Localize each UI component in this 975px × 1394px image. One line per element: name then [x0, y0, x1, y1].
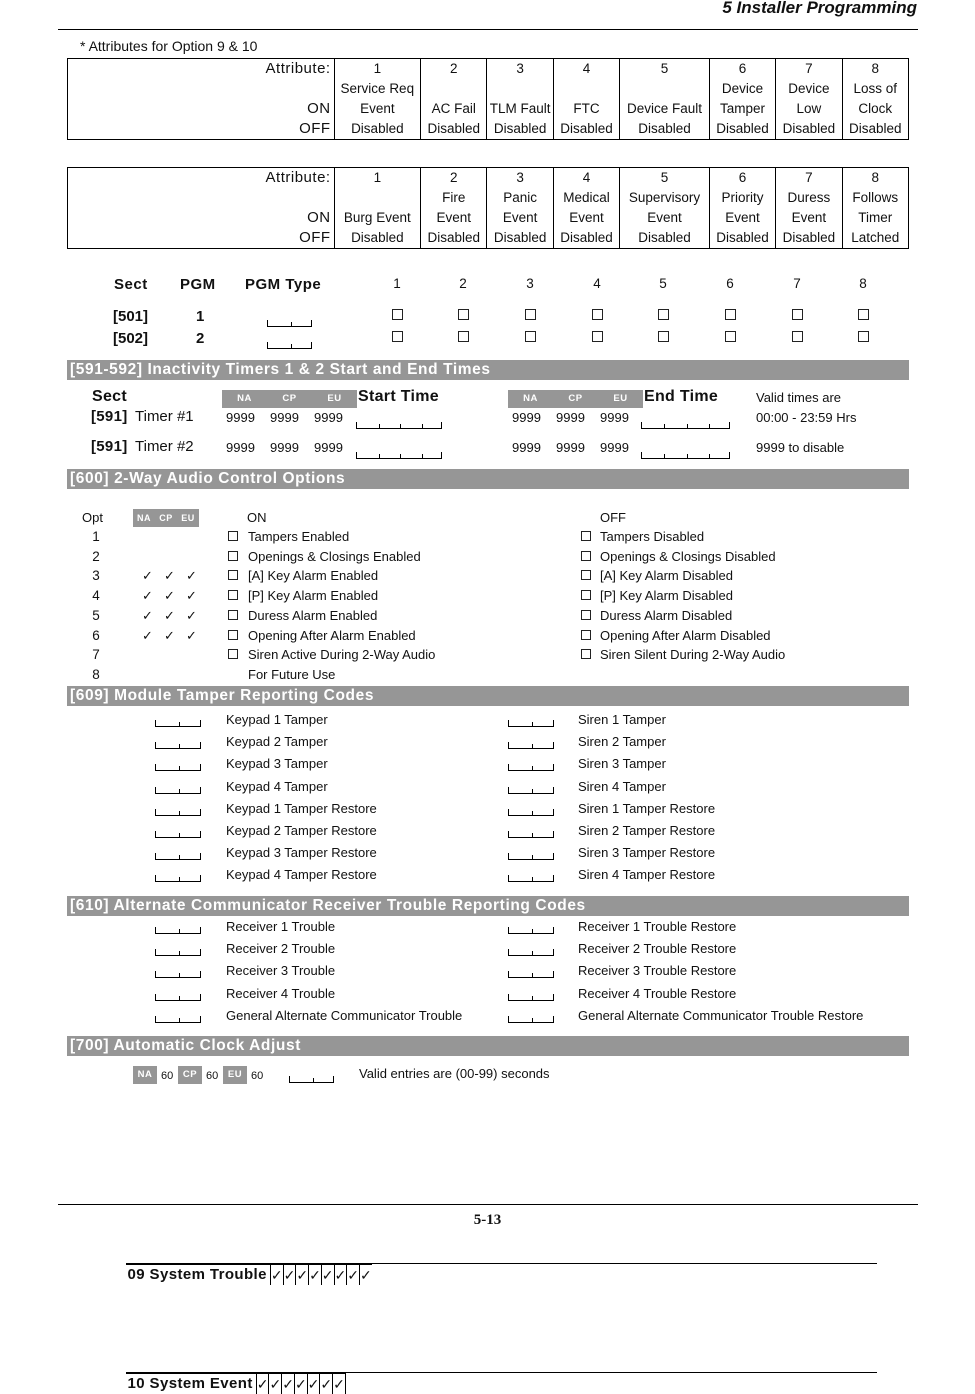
off-label: Openings & Closings Disabled	[600, 548, 776, 564]
on-label: Opening After Alarm Enabled	[248, 627, 416, 643]
code-slot[interactable]	[155, 831, 201, 838]
default-check: ✓	[186, 588, 197, 604]
default-check: ✓	[269, 1373, 282, 1394]
off-checkbox[interactable]	[581, 649, 591, 659]
default-check: ✓	[309, 1264, 322, 1285]
clock-default: 60	[206, 1070, 219, 1082]
row-label: Attribute:	[265, 60, 331, 77]
default-check: ✓	[186, 568, 197, 584]
default-check: ✓	[334, 1264, 347, 1285]
code-slot[interactable]	[508, 853, 554, 860]
pgm-attr-number: 5	[659, 276, 667, 291]
end-default: 9999	[512, 410, 541, 425]
code-slot[interactable]	[155, 720, 201, 727]
on-checkbox[interactable]	[228, 531, 238, 541]
code-slot[interactable]	[508, 809, 554, 816]
row-label: OFF	[299, 120, 331, 137]
pgm-attribute-checkbox[interactable]	[592, 331, 603, 342]
code-label: Siren 4 Tamper	[578, 778, 666, 794]
default-check	[345, 1373, 346, 1394]
section-bar-audio: [600] 2-Way Audio Control Options	[67, 469, 909, 489]
attribute-cell: Event	[709, 208, 775, 228]
timer-note: 9999 to disable	[756, 440, 845, 455]
attribute-cell: 8	[842, 59, 908, 80]
opt-header: Opt	[82, 510, 103, 525]
row-label	[68, 188, 335, 208]
code-label: Keypad 1 Tamper	[226, 712, 328, 727]
attribute-cell: 1	[334, 59, 421, 80]
attribute-cell: Event	[776, 208, 842, 228]
on-checkbox[interactable]	[228, 551, 238, 561]
off-label: [A] Key Alarm Disabled	[600, 568, 733, 584]
attribute-cell: Event	[620, 208, 710, 228]
attribute-cell: 2	[421, 168, 487, 189]
attribute-cell: Low	[776, 99, 842, 119]
attribute-cell: Latched	[842, 228, 908, 248]
off-label: Tampers Disabled	[600, 529, 705, 544]
on-label: For Future Use	[248, 666, 336, 682]
start-region-tag: CP	[267, 390, 312, 408]
start-default: 9999	[226, 440, 255, 455]
code-slot[interactable]	[155, 875, 201, 882]
valid-times-label: Valid times are	[756, 390, 842, 405]
attribute-cell: Event	[553, 208, 619, 228]
section-bar-receiver: [610] Alternate Communicator Receiver Trouble Reporting Codes	[67, 896, 909, 916]
default-check: ✓	[142, 607, 153, 623]
attribute-cell: Disabled	[776, 119, 842, 139]
end-time-slot[interactable]	[641, 452, 730, 459]
attribute-cell: FTC	[553, 99, 619, 119]
end-default: 9999	[512, 440, 541, 455]
code-label: Receiver 1 Trouble Restore	[578, 919, 737, 934]
code-label: Receiver 4 Trouble	[226, 985, 336, 1001]
attribute-cell: 5	[620, 168, 710, 189]
end-time-header: End Time	[644, 388, 719, 405]
page-number: 5-13	[473, 1212, 502, 1228]
attribute-cell: 4	[553, 168, 619, 189]
attribute-cell: Panic	[487, 188, 553, 208]
timer-section: [591]	[91, 408, 128, 425]
default-check: ✓	[296, 1264, 309, 1285]
end-default: 9999	[556, 410, 585, 425]
default-check: ✓	[164, 607, 175, 623]
code-slot[interactable]	[508, 927, 554, 934]
code-slot[interactable]	[155, 742, 201, 749]
attribute-cell: Service Req	[334, 79, 421, 99]
default-check: ✓	[283, 1264, 296, 1285]
code-label: Keypad 3 Tamper	[226, 756, 328, 772]
default-check: ✓	[321, 1264, 334, 1285]
attribute-cell: Disabled	[842, 119, 908, 139]
pgm-sect-header: Sect	[114, 276, 148, 293]
pgm-attribute-checkbox[interactable]	[858, 331, 869, 342]
code-slot[interactable]	[508, 787, 554, 794]
code-slot[interactable]	[155, 764, 201, 771]
start-default: 9999	[226, 410, 255, 425]
option-number: 7	[92, 647, 100, 663]
code-slot[interactable]	[508, 994, 554, 1001]
attribute-cell: 7	[776, 168, 842, 189]
pgm-attribute-checkbox[interactable]	[792, 309, 803, 320]
attribute-cell: Event	[421, 208, 487, 228]
section-label: 09 System Trouble	[126, 1264, 271, 1285]
start-time-slot[interactable]	[356, 422, 442, 429]
clock-region-tag: NA	[133, 1066, 157, 1084]
attribute-cell: Disabled	[620, 228, 710, 248]
attributes-note: * Attributes for Option 9 & 10	[80, 38, 258, 54]
attribute-cell: Tamper	[709, 99, 775, 119]
pgm-section-label: [501]	[113, 308, 149, 325]
on-checkbox[interactable]	[228, 610, 238, 620]
default-check: ✓	[347, 1264, 360, 1285]
end-region-tag: CP	[553, 390, 598, 408]
code-label: Siren 2 Tamper	[578, 734, 666, 750]
attribute-cell: Disabled	[421, 119, 487, 139]
code-label: Receiver 1 Trouble	[226, 919, 336, 934]
audio-region-tag: CP	[155, 509, 177, 527]
default-check: ✓	[270, 1264, 283, 1285]
end-region-tag: NA	[508, 390, 553, 408]
attribute-cell	[553, 79, 619, 99]
default-check: ✓	[142, 568, 153, 584]
on-header: ON	[247, 510, 267, 525]
code-slot[interactable]	[508, 949, 554, 956]
clock-default: 60	[251, 1070, 264, 1082]
code-label: Keypad 1 Tamper Restore	[226, 800, 377, 816]
attribute-cell: Follows	[842, 188, 908, 208]
code-label: Receiver 4 Trouble Restore	[578, 985, 737, 1001]
row-label: ON	[307, 100, 331, 117]
off-label: Duress Alarm Disabled	[600, 607, 733, 623]
off-label: Siren Silent During 2-Way Audio	[600, 647, 786, 663]
pgm-attribute-checkbox[interactable]	[658, 309, 669, 320]
section-bar-inactivity: [591-592] Inactivity Timers 1 & 2 Start and End Times	[67, 360, 909, 380]
on-checkbox[interactable]	[228, 570, 238, 580]
default-check: ✓	[294, 1373, 307, 1394]
code-label: Keypad 2 Tamper	[226, 734, 328, 750]
default-check: ✓	[360, 1264, 372, 1285]
pgm-attribute-checkbox[interactable]	[458, 331, 469, 342]
row-label: OFF	[299, 229, 331, 246]
clock-region-tag: CP	[178, 1066, 202, 1084]
default-check: ✓	[164, 588, 175, 604]
attribute-cell: Disabled	[334, 119, 421, 139]
attribute-cell: 5	[620, 59, 710, 80]
attribute-cell: Disabled	[553, 119, 619, 139]
on-checkbox[interactable]	[228, 649, 238, 659]
clock-default: 60	[161, 1070, 174, 1082]
section-label: 10 System Event	[126, 1373, 257, 1394]
attribute-cell: Timer	[842, 208, 908, 228]
code-label: General Alternate Communicator Trouble Restore	[578, 1007, 864, 1023]
chapter-title: 5 Installer Programming	[722, 0, 917, 17]
attribute-cell: 4	[553, 59, 619, 80]
row-label: Attribute:	[265, 169, 331, 186]
code-label: General Alternate Communicator Trouble	[226, 1007, 463, 1023]
attribute-cell: Disabled	[421, 228, 487, 248]
code-slot[interactable]	[508, 1016, 554, 1023]
on-checkbox[interactable]	[228, 590, 238, 600]
pgm-attr-number: 2	[459, 276, 467, 291]
default-check: ✓	[320, 1373, 333, 1394]
clock-adjust-slot[interactable]	[289, 1076, 334, 1083]
start-region-tag: NA	[222, 390, 267, 408]
attribute-cell: 3	[487, 59, 553, 80]
code-label: Siren 3 Tamper Restore	[578, 845, 716, 861]
attribute-cell: Disabled	[487, 228, 553, 248]
pgm-attr-number: 4	[593, 276, 601, 291]
code-label: Keypad 2 Tamper Restore	[226, 823, 377, 838]
default-check: ✓	[307, 1373, 320, 1394]
pgm-attribute-checkbox[interactable]	[725, 309, 736, 320]
attribute-cell: Disabled	[620, 119, 710, 139]
pgm-type-slot[interactable]	[267, 320, 312, 327]
code-slot[interactable]	[155, 853, 201, 860]
pgm-attribute-checkbox[interactable]	[658, 331, 669, 342]
on-checkbox[interactable]	[228, 630, 238, 640]
attribute-cell	[487, 79, 553, 99]
pgm-attribute-checkbox[interactable]	[392, 331, 403, 342]
start-default: 9999	[270, 440, 299, 455]
code-label: Receiver 3 Trouble	[226, 963, 336, 979]
pgm-number: 2	[196, 330, 205, 347]
attribute-cell: AC Fail	[421, 99, 487, 119]
clock-region-tag: EU	[223, 1066, 247, 1084]
pgm-attribute-checkbox[interactable]	[592, 309, 603, 320]
attribute-cell: 2	[421, 59, 487, 80]
attribute-cell: Priority	[709, 188, 775, 208]
row-label: ON	[307, 209, 331, 226]
off-checkbox[interactable]	[581, 570, 591, 580]
end-default: 9999	[600, 410, 629, 425]
pgm-attribute-checkbox[interactable]	[458, 309, 469, 320]
off-checkbox[interactable]	[581, 551, 591, 561]
attribute-cell: 6	[709, 59, 775, 80]
option-number: 4	[92, 588, 100, 604]
attribute-cell: Disabled	[334, 228, 421, 248]
inactivity-sect-header: Sect	[92, 388, 127, 405]
off-checkbox[interactable]	[581, 590, 591, 600]
section-bar-tamper: [609] Module Tamper Reporting Codes	[67, 686, 909, 706]
code-slot[interactable]	[155, 994, 201, 1001]
attribute-cell: Disabled	[487, 119, 553, 139]
code-label: Receiver 2 Trouble	[226, 941, 336, 957]
pgm-attribute-checkbox[interactable]	[792, 331, 803, 342]
pgm-number: 1	[196, 308, 205, 325]
option-number: 2	[92, 548, 100, 564]
start-default: 9999	[314, 410, 343, 425]
code-label: Receiver 3 Trouble Restore	[578, 963, 737, 979]
option-number: 1	[92, 529, 100, 544]
attribute-cell: Disabled	[709, 119, 775, 139]
on-label: Tampers Enabled	[248, 529, 350, 544]
option-number: 3	[92, 568, 100, 584]
pgm-attr-number: 1	[393, 276, 401, 291]
attribute-cell	[620, 79, 710, 99]
end-default: 9999	[556, 440, 585, 455]
header-rule	[58, 29, 918, 30]
start-region-tag: EU	[312, 390, 357, 408]
default-check: ✓	[282, 1373, 295, 1394]
default-check: ✓	[164, 627, 175, 643]
off-header: OFF	[600, 510, 626, 525]
attribute-cell: Disabled	[553, 228, 619, 248]
on-label: [P] Key Alarm Enabled	[248, 588, 379, 604]
timer-name: Timer #1	[135, 408, 194, 425]
default-check: ✓	[164, 568, 175, 584]
code-slot[interactable]	[155, 787, 201, 794]
end-time-slot[interactable]	[641, 422, 730, 429]
code-slot[interactable]	[155, 927, 201, 934]
code-slot[interactable]	[508, 764, 554, 771]
pgm-section-label: [502]	[113, 330, 149, 347]
timer-section: [591]	[91, 438, 128, 455]
on-label: [A] Key Alarm Enabled	[248, 568, 379, 584]
default-check: ✓	[142, 588, 153, 604]
pgm-header: PGM	[180, 276, 216, 293]
attribute-cell: 8	[842, 168, 908, 189]
attribute-cell: Medical	[553, 188, 619, 208]
code-slot[interactable]	[508, 742, 554, 749]
audio-region-tag: EU	[177, 509, 199, 527]
pgm-type-header: PGM Type	[245, 276, 322, 293]
attribute-cell: Device	[709, 79, 775, 99]
start-default: 9999	[314, 440, 343, 455]
audio-region-tag: NA	[133, 509, 155, 527]
option-number: 8	[92, 666, 100, 682]
attribute-cell: Supervisory	[620, 188, 710, 208]
pgm-attribute-checkbox[interactable]	[525, 331, 536, 342]
attribute-cell: TLM Fault	[487, 99, 553, 119]
valid-entries-label: Valid entries are (00-99) seconds	[359, 1066, 550, 1081]
pgm-attr-number: 8	[859, 276, 867, 291]
pgm-attr-number: 3	[526, 276, 534, 291]
attribute-cell: Burg Event	[334, 208, 421, 228]
timer-name: Timer #2	[135, 438, 194, 455]
off-checkbox[interactable]	[581, 630, 591, 640]
pgm-attribute-checkbox[interactable]	[392, 309, 403, 320]
attribute-cell: 7	[776, 59, 842, 80]
code-label: Keypad 3 Tamper Restore	[226, 845, 377, 861]
code-slot[interactable]	[508, 875, 554, 882]
code-slot[interactable]	[155, 971, 201, 978]
attribute-cell: Loss of	[842, 79, 908, 99]
pgm-attr-number: 7	[793, 276, 801, 291]
code-label: Siren 3 Tamper	[578, 756, 666, 772]
pgm-attribute-checkbox[interactable]	[725, 331, 736, 342]
code-label: Receiver 2 Trouble Restore	[578, 941, 737, 957]
attribute-cell: Event	[334, 99, 421, 119]
section-bar-clock: [700] Automatic Clock Adjust	[67, 1036, 909, 1056]
code-slot[interactable]	[155, 1016, 201, 1023]
row-label	[68, 79, 335, 99]
attribute-cell	[334, 188, 421, 208]
default-check: ✓	[142, 627, 153, 643]
option-number: 5	[92, 607, 100, 623]
attribute-cell: Clock	[842, 99, 908, 119]
end-region-tag: EU	[598, 390, 643, 408]
default-check: ✓	[333, 1373, 346, 1394]
attribute-cell: Duress	[776, 188, 842, 208]
default-check: ✓	[186, 607, 197, 623]
option-number: 6	[92, 627, 100, 643]
code-label: Keypad 4 Tamper Restore	[226, 867, 377, 883]
attribute-cell	[421, 79, 487, 99]
code-slot[interactable]	[155, 949, 201, 956]
default-check: ✓	[256, 1373, 269, 1394]
pgm-attribute-checkbox[interactable]	[858, 309, 869, 320]
code-label: Siren 1 Tamper Restore	[578, 800, 716, 816]
code-slot[interactable]	[508, 971, 554, 978]
attribute-cell: Fire	[421, 188, 487, 208]
code-label: Siren 1 Tamper	[578, 712, 666, 727]
start-default: 9999	[270, 410, 299, 425]
off-checkbox[interactable]	[581, 610, 591, 620]
code-label: Siren 4 Tamper Restore	[578, 867, 716, 883]
start-time-slot[interactable]	[356, 452, 442, 459]
attribute-cell: Event	[487, 208, 553, 228]
pgm-attr-number: 6	[726, 276, 734, 291]
pgm-type-slot[interactable]	[267, 342, 312, 349]
on-label: Openings & Closings Enabled	[248, 548, 421, 564]
attribute-cell: Device Fault	[620, 99, 710, 119]
off-label: [P] Key Alarm Disabled	[600, 588, 733, 604]
code-label: Keypad 4 Tamper	[226, 778, 328, 794]
attribute-cell: Device	[776, 79, 842, 99]
code-slot[interactable]	[508, 720, 554, 727]
attribute-cell: Disabled	[776, 228, 842, 248]
code-slot[interactable]	[155, 809, 201, 816]
end-default: 9999	[600, 440, 629, 455]
timer-note: 00:00 - 23:59 Hrs	[756, 410, 857, 425]
code-slot[interactable]	[508, 831, 554, 838]
code-label: Siren 2 Tamper Restore	[578, 823, 716, 838]
footer-rule	[58, 1204, 918, 1205]
default-check: ✓	[186, 627, 197, 643]
start-time-header: Start Time	[358, 388, 439, 405]
on-label: Siren Active During 2-Way Audio	[248, 647, 436, 663]
off-checkbox[interactable]	[581, 531, 591, 541]
attribute-cell: 3	[487, 168, 553, 189]
attribute-cell: 1	[334, 168, 421, 189]
on-label: Duress Alarm Enabled	[248, 607, 378, 623]
attribute-cell: Disabled	[709, 228, 775, 248]
attribute-cell: 6	[709, 168, 775, 189]
off-label: Opening After Alarm Disabled	[600, 627, 771, 643]
pgm-attribute-checkbox[interactable]	[525, 309, 536, 320]
